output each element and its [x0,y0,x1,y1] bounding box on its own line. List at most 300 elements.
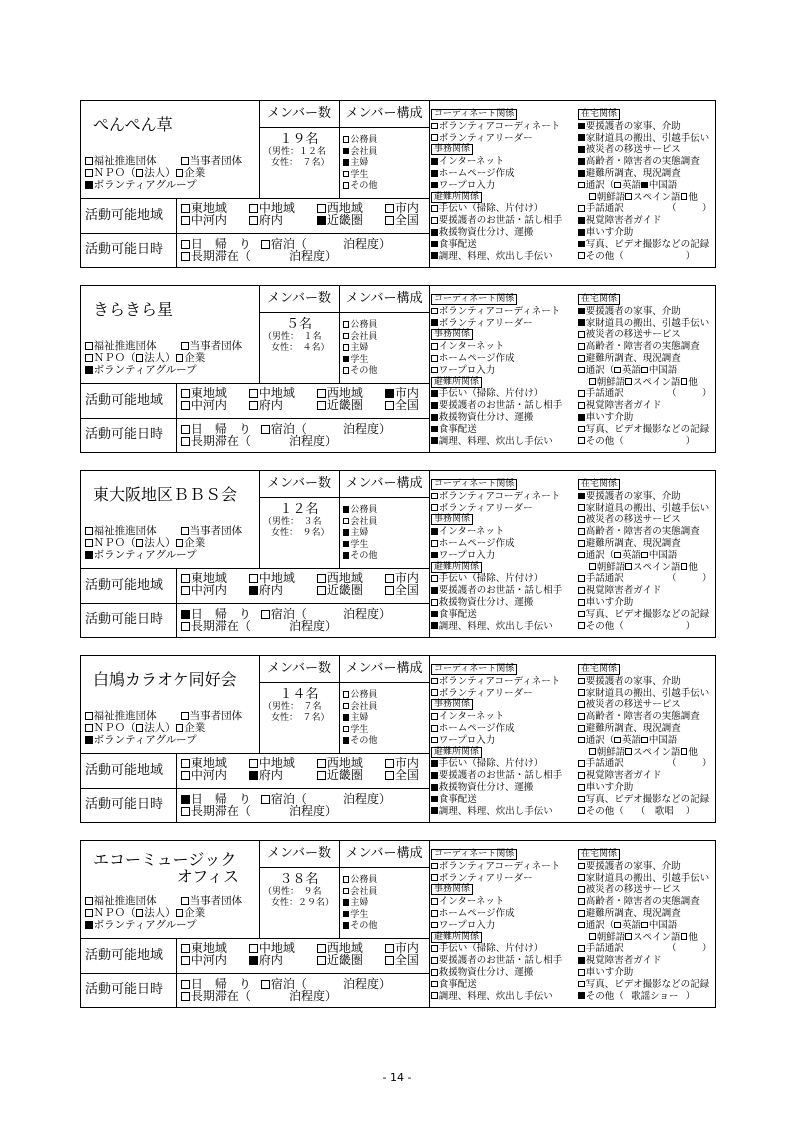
language-checkbox [625,193,632,200]
activity-label: 車いす介助 [585,782,634,793]
date-overnight-label: 宿泊（ [270,607,307,621]
area-option-label: 中地域 [258,386,295,400]
area-checkbox [385,574,394,583]
sign-language-checkbox [578,205,585,212]
activity-label: 車いす介助 [585,967,634,978]
area-option [385,214,419,226]
activity-label: 被災者の移送サービス [585,884,681,896]
date-nights-label: 泊程度） [289,249,338,263]
sign-close-paren: ） [702,388,712,400]
other-item [578,806,695,818]
dates-label: 活動可能日時 [85,612,164,627]
activity-label: 食事配送 [438,238,477,250]
org-volunteer-checkbox [85,551,93,559]
activity-label: 手伝い（掃除、片付け） [438,758,544,770]
org-volunteer-label: ボランティアグループ [93,364,197,376]
interpret-checkbox [578,552,585,559]
activity-item [431,723,515,735]
section-header [431,294,517,306]
area-label: 活動可能地域 [85,578,164,593]
org-corp-checkbox [136,909,144,917]
activity-label: 被災者の移送サービス [585,144,681,156]
activity-item [431,896,504,908]
activity-item [431,806,553,818]
activity-item [578,967,633,979]
area-option-label: 府内 [258,953,283,967]
org-type-row [85,537,205,549]
activity-checkbox [431,992,438,999]
activity-item [431,585,562,597]
area-checkbox [249,389,258,398]
activity-item [431,735,495,747]
area-option-label: 中河内 [190,583,227,597]
area-option [385,584,419,596]
date-overnight-checkbox [261,240,270,249]
composition-item [343,713,368,724]
org-company-checkbox [176,354,184,362]
activity-label: ボランティアコーディネート [438,860,561,872]
language-label: スペイン語 [633,931,681,943]
area-option [181,399,227,411]
activity-label: ホームページ作成 [438,908,515,919]
activity-label: ワープロ入力 [438,734,496,746]
activity-item [578,144,681,156]
area-checkbox [317,216,326,225]
activity-checkbox [431,599,438,606]
activity-checkbox [578,784,585,791]
activity-checkbox [578,611,585,618]
org-type-row [85,364,197,376]
sign-open-paren: （ [667,943,677,955]
date-overnight-checkbox [261,610,270,619]
sign-language-checkbox [578,945,585,952]
area-checkbox [317,944,326,953]
org-party-checkbox [181,342,189,350]
table-rule [259,127,429,128]
group-name [93,485,239,505]
other-checkbox [578,252,585,259]
interpret-label: 通訳（ [585,549,615,561]
interpret-languages [589,562,698,574]
activity-item [431,861,560,873]
group-name-line: 東大阪地区ＢＢＳ会 [93,485,238,504]
activity-label: 手伝い（掃除、片付け） [438,388,544,400]
table-rule [259,312,429,313]
activity-label: 要援護者のお世話・話し相手 [438,955,563,967]
area-option-label: 西地域 [326,756,363,770]
activity-checkbox [431,760,438,767]
activity-label: 家財道具の搬出、引越手伝い [585,872,710,884]
composition-item [343,135,377,146]
language-checkbox [625,563,632,570]
activity-checkbox [578,713,585,720]
org-welfare-label: 福祉推進団体 [93,895,157,907]
org-party [181,710,242,722]
org-volunteer-label: ボランティアグループ [93,919,197,931]
area-option-label: 市内 [394,756,419,770]
date-nights-label: 泊程度） [343,792,392,806]
member-composition-header: メンバー構成 [345,846,423,861]
activity-item [431,353,515,365]
area-checkbox [181,759,190,768]
org-corp-checkbox [136,354,144,362]
area-option-label: 市内 [394,201,419,215]
activity-item [578,503,709,515]
activity-checkbox [431,796,438,803]
language-chinese-checkbox [641,922,648,929]
language-checkbox [589,563,596,570]
section-header-label: 在宅関係 [578,479,620,490]
date-day-trip-label: 日 帰 り [190,237,251,251]
date-day-trip-label: 日 帰 り [190,977,251,991]
org-corp-label: 法人） [144,167,176,179]
activity-checkbox [578,402,585,409]
area-option [181,954,227,966]
org-corp-checkbox [136,724,144,732]
section-header-label: 事務関係 [431,884,473,895]
org-volunteer-label: ボランティアグループ [93,179,197,191]
member-count-header: メンバー数 [266,476,332,491]
other-checkbox [578,992,585,999]
other-checkbox [578,437,585,444]
activity-label: 救援物資仕分け、運搬 [438,412,534,423]
composition-label: 会社員 [350,146,378,157]
activity-label: 車いす介助 [585,412,634,423]
area-option-label: 近畿圏 [326,398,363,412]
area-option-label: 東地域 [190,201,227,215]
language-checkbox [681,193,688,200]
section-header-label: 在宅関係 [578,664,620,675]
language-chinese-checkbox [641,182,648,189]
date-long-stay-nights [289,620,337,632]
other-close-paren: ） [685,805,696,817]
date-long-stay-label: 長期滞在（ [190,249,251,263]
table-rule [429,656,430,822]
composition-item [343,147,377,158]
activity-label: 調理、料理、炊出し手伝い [438,435,553,447]
activity-item [578,424,709,436]
area-option-label: 府内 [258,398,283,412]
activity-label: 調理、料理、炊出し手伝い [438,805,553,817]
member-female-count: 女性：２９名） [271,898,335,908]
activity-label: 要援護者の家事、介助 [585,120,681,132]
date-overnight-nights [343,238,391,250]
area-checkbox [181,586,190,595]
area-checkbox [249,216,258,225]
area-option-label: 府内 [258,583,283,597]
activity-checkbox [431,252,438,259]
org-company-label: 企業 [184,352,206,364]
area-checkbox [249,956,258,965]
interpret-languages [589,192,698,204]
table-rule [429,841,430,1007]
org-volunteer-checkbox [85,736,93,744]
org-company-label: 企業 [184,537,206,549]
activity-checkbox [431,414,438,421]
date-long-stay [181,620,251,632]
org-company-checkbox [176,909,184,917]
section-header-label: 避難所関係 [431,192,482,203]
section-header [431,747,482,759]
activity-item [431,341,504,353]
date-overnight-label: 宿泊（ [270,422,307,436]
sign-language-item [578,758,712,770]
section-header [578,109,620,121]
date-long-stay-checkbox [181,807,190,816]
activity-label: インターネット [438,156,505,168]
area-checkbox [249,586,258,595]
activity-item [578,133,709,145]
sign-language-label: 手話通訳 [585,388,624,400]
activity-item [578,597,633,609]
activity-label: 高齢者・障害者の実態調査 [585,896,700,908]
area-checkbox [181,574,190,583]
language-label: 英語 [622,919,642,931]
activity-item [431,156,504,168]
activity-checkbox [431,713,438,720]
sign-language-checkbox [578,575,585,582]
composition-item [343,887,377,898]
org-npo-checkbox [85,909,93,917]
language-label: 朝鮮語 [596,376,626,388]
composition-label: その他 [350,921,378,932]
area-option-label: 市内 [394,571,419,585]
activity-item [431,573,543,585]
language-label: 英語 [622,549,642,561]
date-long-stay [181,250,251,262]
activity-checkbox [431,689,438,696]
language-label: 他 [688,931,698,943]
language-english-checkbox [614,367,621,374]
activity-item [578,353,681,365]
activity-checkbox [431,910,438,917]
group-name-line: エコーミュージック [93,850,237,869]
activity-label: 要援護者のお世話・話し相手 [438,585,563,597]
activity-label: 視覚障害者ガイド [585,770,662,782]
group-card [80,285,716,453]
activity-checkbox [578,725,585,732]
activity-item [431,121,560,133]
section-header-label: 在宅関係 [578,849,620,860]
activity-checkbox [431,182,438,189]
activity-checkbox [578,493,585,500]
org-party-label: 当事者団体 [189,525,243,537]
member-count: １２名 [279,502,319,517]
date-long-stay-checkbox [181,992,190,1001]
activity-label: ボランティアリーダー [438,132,533,144]
composition-checkbox [343,876,349,882]
org-volunteer-label: ボランティアグループ [93,549,197,561]
activity-label: 視覚障害者ガイド [585,400,662,412]
group-card [80,470,716,638]
org-party-label: 当事者団体 [189,895,243,907]
activity-item [431,436,553,448]
date-nights-label: 泊程度） [289,619,338,633]
activity-label: 手伝い（掃除、片付け） [438,573,544,585]
activity-checkbox [578,898,585,905]
activity-checkbox [578,886,585,893]
other-close-paren: ） [685,620,696,632]
table-rule [259,682,429,683]
section-header-label: 在宅関係 [578,294,620,305]
activity-checkbox [578,863,585,870]
org-type-row [85,919,197,931]
activity-item [578,329,681,341]
activity-item [431,133,533,145]
org-party [181,525,242,537]
activity-item [578,873,709,885]
activity-item [431,688,533,700]
activity-checkbox [431,540,438,547]
activity-checkbox [578,217,585,224]
org-npo-label: ＮＰＯ（ [93,722,136,734]
composition-label: 学生 [350,909,369,920]
date-long-stay-nights [289,435,337,447]
composition-checkbox [343,726,349,732]
activity-checkbox [431,863,438,870]
activity-checkbox [431,552,438,559]
language-label: 朝鮮語 [596,561,626,573]
activity-checkbox [431,528,438,535]
activity-item [578,782,633,794]
activity-checkbox [431,981,438,988]
composition-label: 主婦 [350,713,369,724]
activity-item [431,782,533,794]
activity-checkbox [431,772,438,779]
activity-item [431,794,477,806]
composition-label: 会社員 [350,701,378,712]
activity-item [578,538,681,550]
date-day-trip-checkbox [181,240,190,249]
area-option-label: 市内 [394,941,419,955]
activity-label: ホームページ作成 [438,723,515,734]
section-header-label: 事務関係 [431,514,473,525]
activity-item [431,251,553,263]
section-header [578,294,620,306]
activity-label: 要援護者の家事、介助 [585,490,681,502]
area-option [317,584,363,596]
area-option-label: 西地域 [326,386,363,400]
other-item [578,991,695,1003]
activity-label: 家財道具の搬出、引越手伝い [585,132,710,144]
area-checkbox [385,771,394,780]
date-nights-label: 泊程度） [343,977,392,991]
org-party [181,155,242,167]
language-english-checkbox [614,182,621,189]
activity-label: ワープロ入力 [438,179,496,191]
date-overnight-checkbox [261,425,270,434]
other-close-paren: ） [685,990,696,1002]
org-corp-label: 法人） [144,537,176,549]
sign-language-checkbox [578,390,585,397]
activity-checkbox [431,587,438,594]
activity-item [578,979,709,991]
org-welfare-checkbox [85,342,93,350]
activity-label: 要援護者の家事、介助 [585,675,681,687]
date-day-trip-label: 日 帰 り [190,792,251,806]
org-npo-label: ＮＰＯ（ [93,537,136,549]
date-overnight-label: 宿泊（ [270,792,307,806]
activity-checkbox [431,957,438,964]
group-card [80,100,716,268]
group-name-line: 白鳩カラオケ同好会 [93,670,237,689]
other-label: その他（ [585,990,624,1002]
org-type-row [85,340,243,352]
area-option [385,399,419,411]
area-checkbox [385,204,394,213]
composition-item [343,170,368,181]
dates-label: 活動可能日時 [85,797,164,812]
member-count-header: メンバー数 [266,846,332,861]
date-long-stay-nights [289,805,337,817]
area-option-label: 近畿圏 [326,953,363,967]
activity-label: ボランティアリーダー [438,502,533,514]
date-nights-label: 泊程度） [343,237,392,251]
activity-label: 手伝い（掃除、片付け） [438,203,544,215]
composition-label: 学生 [350,539,369,550]
composition-label: 公務員 [350,320,378,330]
activity-item [578,121,681,133]
language-checkbox [625,933,632,940]
area-checkbox [385,944,394,953]
area-option-label: 中地域 [258,201,295,215]
activity-item [578,168,681,180]
activity-checkbox [578,426,585,433]
activity-checkbox [431,807,438,814]
section-header [431,932,482,944]
composition-label: 公務員 [350,875,378,885]
activity-checkbox [578,241,585,248]
area-option [317,954,363,966]
language-label: 中国語 [648,549,678,561]
activity-label: ボランティアコーディネート [438,675,561,687]
activity-label: 写真、ビデオ撮影などの記録 [585,423,710,435]
member-count: ３８名 [279,872,319,887]
group-name-line: ぺんぺん草 [93,115,173,134]
org-party-checkbox [181,897,189,905]
sign-close-paren: ） [702,758,712,770]
area-checkbox [249,759,258,768]
other-label: その他（ [585,805,624,817]
section-header [431,192,482,204]
section-header [431,514,473,526]
activity-label: ボランティアコーディネート [438,490,561,502]
activity-checkbox [578,134,585,141]
date-long-stay [181,805,251,817]
area-option [249,769,283,781]
composition-checkbox [343,333,349,339]
activity-label: 視覚障害者ガイド [585,215,662,227]
activity-checkbox [431,437,438,444]
area-checkbox [385,216,394,225]
area-option [181,584,227,596]
language-label: 朝鮮語 [596,746,626,758]
composition-item [343,517,377,528]
activity-label: インターネット [438,711,505,723]
activity-item [578,585,661,597]
activity-item [431,526,504,538]
sign-language-item [578,943,712,955]
org-type-row [85,549,197,561]
activity-label: ボランティアコーディネート [438,305,561,317]
language-label: 中国語 [648,179,678,191]
activity-checkbox [578,158,585,165]
activity-item [578,711,700,723]
section-header-label: 避難所関係 [431,932,482,943]
area-checkbox [181,956,190,965]
activity-label: 要援護者の家事、介助 [585,305,681,317]
area-option-label: 近畿圏 [326,213,363,227]
